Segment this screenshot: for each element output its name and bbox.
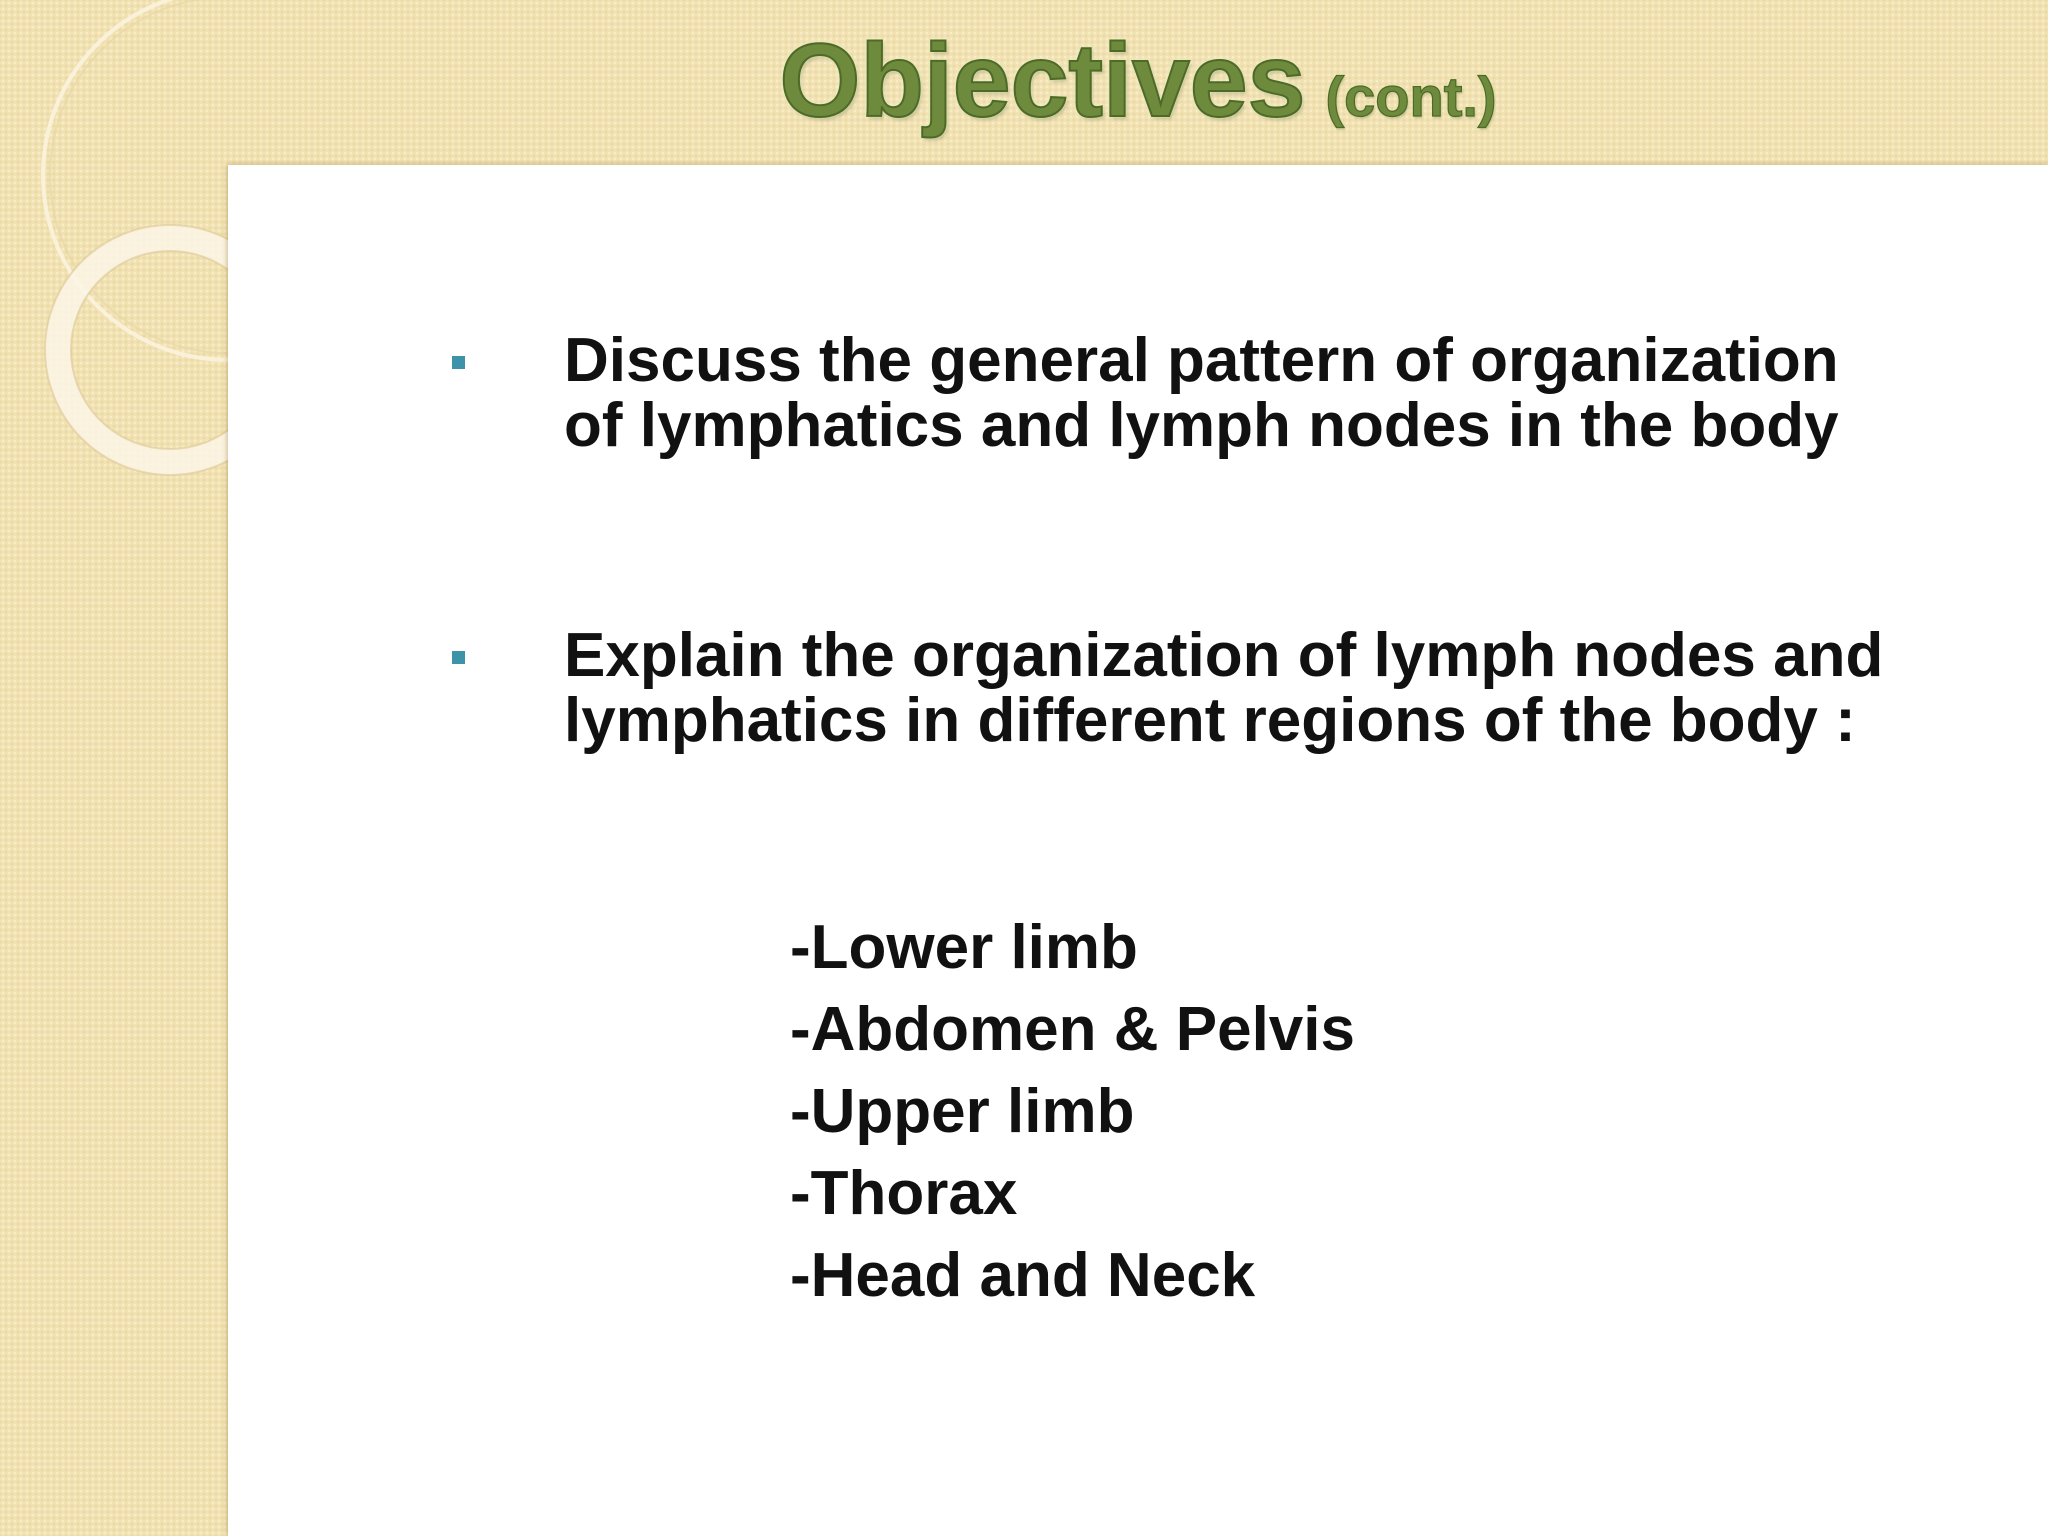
bullet-text: Explain the organization of lymph nodes and lymphatics in different regions of the body : xyxy=(564,621,1884,755)
slide-title xyxy=(0,22,2048,141)
region-item-lower-limb: -Lower limb xyxy=(790,913,1138,982)
region-list xyxy=(790,907,1355,1317)
region-item-abdomen-pelvis: -Abdomen & Pelvis xyxy=(790,995,1355,1064)
title-text: Objectives xyxy=(779,23,1306,139)
title-suffix: (cont.) xyxy=(1325,65,1497,128)
square-bullet-icon xyxy=(452,356,465,369)
region-item-upper-limb: -Upper limb xyxy=(790,1077,1135,1146)
bullet-text: Discuss the general pattern of organization of lymphatics and lymph nodes in the body xyxy=(564,326,1839,460)
region-item-head-neck: -Head and Neck xyxy=(790,1241,1256,1310)
square-bullet-icon xyxy=(452,651,465,664)
region-item-thorax: -Thorax xyxy=(790,1159,1018,1228)
